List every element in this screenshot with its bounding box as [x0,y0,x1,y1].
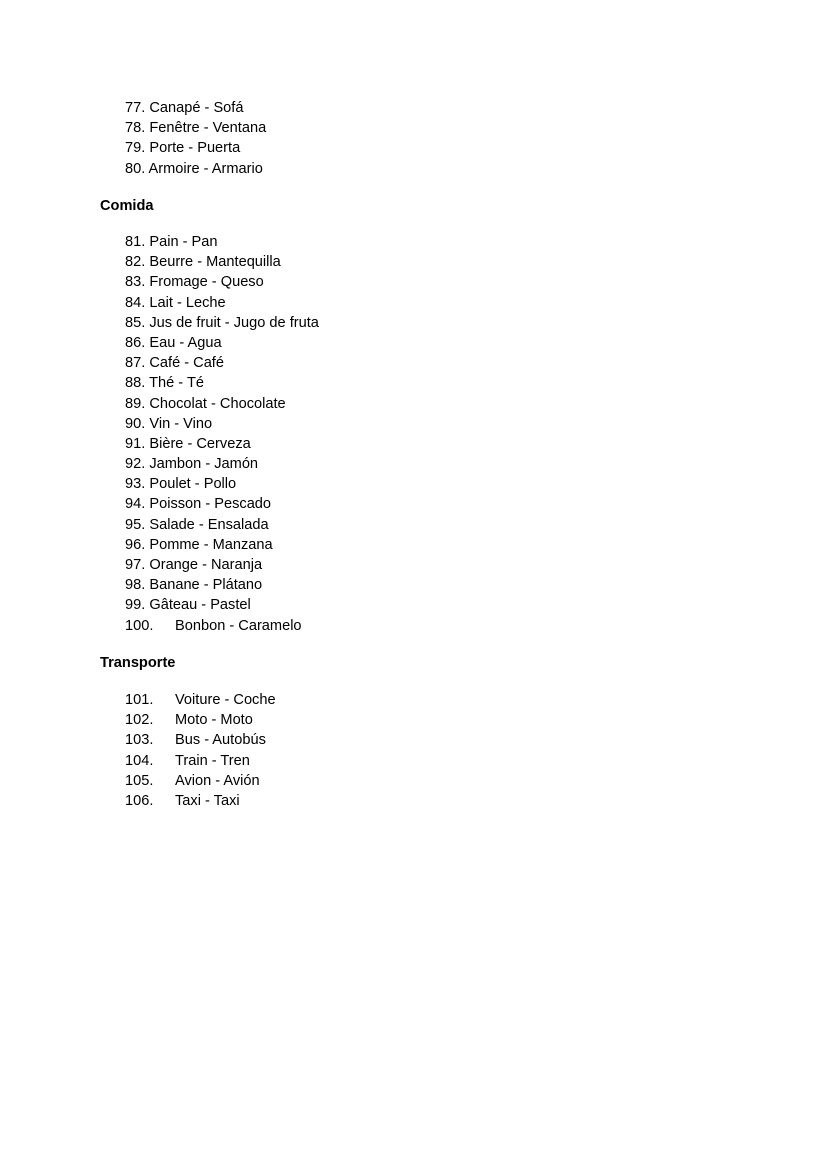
item-text: Bus - Autobús [175,732,266,749]
item-number: 77. [125,100,146,116]
item-text: Bonbon - Caramelo [175,617,302,634]
list-item [125,232,319,252]
vocabulary-list-comida [125,232,319,636]
list-item [125,373,319,393]
item-text: Bière - Cerveza [149,435,251,452]
item-number: 82. [125,254,146,271]
list-item [125,494,319,514]
item-number: 103. [125,732,154,749]
item-number: 89. [125,395,146,412]
item-text: Armoire - Armario [148,160,263,177]
item-number: 86. [125,334,146,351]
item-text: Canapé - Sofá [149,100,244,116]
list-item [125,454,319,474]
item-number: 90. [125,415,146,432]
item-number: 102. [125,712,154,729]
vocabulary-list-furniture [125,98,266,179]
item-number: 101. [125,692,154,708]
item-text: Pain - Pan [149,234,218,250]
item-number: 87. [125,355,146,372]
item-number: 85. [125,314,146,331]
list-item [125,616,319,636]
list-item [125,751,276,771]
list-item [125,293,319,313]
item-text: Pomme - Manzana [149,536,273,553]
item-number: 96. [125,536,146,553]
item-number: 95. [125,516,146,533]
item-text: Avion - Avión [175,772,260,789]
list-item [125,771,276,791]
item-number: 94. [125,496,146,513]
list-item [125,159,266,179]
list-item [125,535,319,555]
list-item [125,710,276,730]
list-item [125,515,319,535]
item-text: Orange - Naranja [149,557,263,573]
item-number: 105. [125,772,154,789]
item-number: 106. [125,792,154,809]
item-number: 91. [125,435,146,452]
list-item [125,394,319,414]
item-number: 93. [125,476,146,493]
item-text: Vin - Vino [149,415,213,432]
item-text: Poulet - Pollo [149,476,237,493]
item-number: 97. [125,557,146,573]
item-text: Beurre - Mantequilla [149,254,281,271]
list-item [125,555,319,575]
item-text: Porte - Puerta [149,140,241,157]
list-item [125,474,319,494]
item-text: Salade - Ensalada [149,516,269,533]
item-text: Train - Tren [175,752,250,769]
list-item [125,272,319,292]
section-heading-comida: Comida [100,198,154,214]
item-text: Poisson - Pescado [149,496,272,513]
list-item [125,434,319,454]
list-item [125,791,276,811]
list-item [125,98,266,118]
list-item [125,333,319,353]
item-text: Moto - Moto [175,712,253,729]
list-item [125,730,276,750]
item-number: 84. [125,294,146,311]
vocabulary-list-transporte [125,690,276,811]
item-number: 92. [125,456,146,473]
item-number: 98. [125,577,146,594]
list-item [125,595,319,615]
list-item [125,414,319,434]
item-number: 88. [125,375,146,392]
item-number: 80. [125,160,146,177]
item-number: 104. [125,752,154,769]
list-item [125,575,319,595]
item-text: Fenêtre - Ventana [149,120,267,137]
item-text: Café - Café [149,355,224,372]
list-item [125,138,266,158]
list-item [125,252,319,272]
list-item [125,690,276,710]
item-text: Chocolat - Chocolate [149,395,286,412]
item-number: 81. [125,234,146,250]
item-number: 83. [125,274,146,291]
item-text: Jus de fruit - Jugo de fruta [149,314,319,331]
item-text: Jambon - Jamón [149,456,259,473]
item-text: Eau - Agua [149,334,222,351]
list-item [125,353,319,373]
item-number: 78. [125,120,146,137]
list-item [125,313,319,333]
item-text: Banane - Plátano [149,577,263,594]
item-number: 100. [125,617,154,634]
item-text: Thé - Té [149,375,204,392]
section-heading-transporte: Transporte [100,655,176,671]
list-item [125,118,266,138]
item-text: Gâteau - Pastel [149,597,251,614]
item-number: 99. [125,597,146,614]
item-text: Lait - Leche [149,294,226,311]
item-text: Fromage - Queso [149,274,264,291]
item-number: 79. [125,140,146,157]
item-text: Voiture - Coche [175,692,276,708]
item-text: Taxi - Taxi [175,792,240,809]
